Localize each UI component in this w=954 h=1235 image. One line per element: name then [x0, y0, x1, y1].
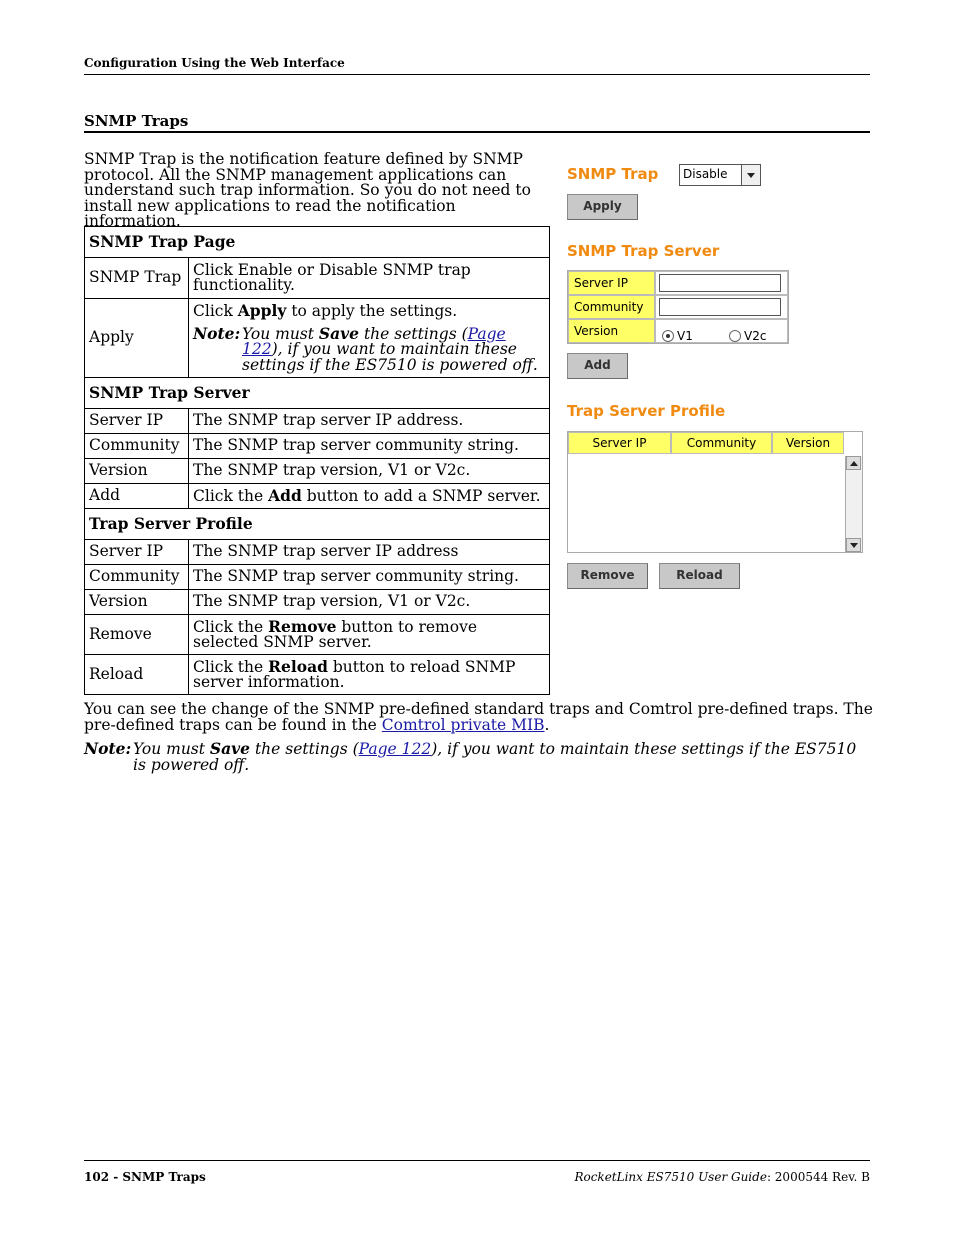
snmp-trap-label: SNMP Trap — [567, 165, 659, 183]
server-ip-label: Server IP — [568, 271, 655, 295]
remove-button[interactable]: Remove — [567, 563, 648, 589]
col-server-ip: Server IP — [568, 432, 671, 454]
note-paragraph: Note: You must Save the settings (Page 122), if you want to maintain these settings if the ES7510 is powered off. — [84, 739, 857, 774]
table-row-label: Community — [85, 434, 189, 459]
table-section-title: SNMP Trap Page — [85, 227, 550, 258]
table-row-label: Reload — [85, 655, 189, 695]
table-row-label: SNMP Trap — [85, 258, 189, 299]
v1-radio[interactable] — [662, 330, 674, 342]
community-input[interactable] — [659, 298, 781, 316]
server-heading: SNMP Trap Server — [567, 242, 720, 260]
table-row-label: Server IP — [85, 409, 189, 434]
scroll-up-icon[interactable] — [846, 456, 861, 470]
table-row-label: Community — [85, 565, 189, 590]
page-link[interactable]: Page 122 — [242, 324, 506, 358]
table-row-label: Server IP — [85, 540, 189, 565]
profile-heading: Trap Server Profile — [567, 402, 726, 420]
section-rule — [84, 131, 870, 133]
table-note: Note: You must Save the settings (Page 122), if you want to maintain these settings if the ES7510 is powered off. — [193, 323, 538, 374]
table-row-desc: Click the Remove button to remove selected SNMP server. — [189, 615, 550, 655]
header-rule — [84, 74, 870, 75]
add-button[interactable]: Add — [567, 353, 628, 379]
table-row-desc: Click the Reload button to reload SNMP server information. — [189, 655, 550, 695]
chevron-down-icon — [741, 165, 760, 185]
v1-label: V1 — [677, 328, 693, 343]
server-form — [567, 270, 789, 344]
table-row-label: Apply — [85, 299, 189, 378]
mib-link[interactable]: Comtrol private MIB — [381, 715, 545, 734]
trap-server-profile-table — [567, 431, 863, 553]
body-paragraph: You can see the change of the SNMP pre-defined standard traps and Comtrol pre-defined traps. The pre-defined traps can be found in the Comtrol private MIB. — [84, 700, 873, 734]
table-row-label: Version — [85, 590, 189, 615]
table-row-desc: The SNMP trap version, V1 or V2c. — [189, 590, 550, 615]
col-community: Community — [671, 432, 772, 454]
table-row-desc: The SNMP trap server IP address — [189, 540, 550, 565]
running-header: Configuration Using the Web Interface — [84, 56, 345, 70]
reload-button[interactable]: Reload — [659, 563, 740, 589]
v2c-label: V2c — [744, 328, 767, 343]
footer-page: 102 - SNMP Traps — [84, 1170, 206, 1184]
table-row-desc: The SNMP trap version, V1 or V2c. — [189, 459, 550, 484]
section-title: SNMP Traps — [84, 112, 189, 130]
table-row-desc: The SNMP trap server community string. — [189, 434, 550, 459]
scrollbar[interactable] — [845, 456, 862, 552]
apply-button[interactable]: Apply — [567, 194, 638, 220]
community-label: Community — [568, 295, 655, 319]
scroll-down-icon[interactable] — [846, 538, 861, 552]
page-link[interactable]: Page 122 — [358, 740, 432, 758]
col-version: Version — [772, 432, 844, 454]
version-label: Version — [568, 319, 655, 343]
reference-table — [84, 226, 550, 695]
table-row-desc: The SNMP trap server community string. — [189, 565, 550, 590]
server-ip-input[interactable] — [659, 274, 781, 292]
v2c-radio[interactable] — [729, 330, 741, 342]
snmp-trap-select[interactable]: Disable — [679, 164, 761, 186]
table-row-label: Add — [85, 484, 189, 509]
table-section-title: SNMP Trap Server — [85, 378, 550, 409]
table-row-desc: The SNMP trap server IP address. — [189, 409, 550, 434]
table-row-desc: Click Enable or Disable SNMP trap functionality. — [189, 258, 550, 299]
intro-paragraph: SNMP Trap is the notification feature defined by SNMP protocol. All the SNMP management applications can understand such trap information. So you do not need to install new applications to read the notification information. — [84, 150, 531, 230]
table-row-label: Version — [85, 459, 189, 484]
table-row-label: Remove — [85, 615, 189, 655]
footer-rule — [84, 1160, 870, 1161]
table-row-desc: Click Apply to apply the settings. Note: You must Save the settings (Page 122), if you want to maintain these settings if the ES7510 is powered off. — [189, 299, 550, 378]
table-row-desc: Click the Add button to add a SNMP server. — [189, 484, 550, 509]
table-section-title: Trap Server Profile — [85, 509, 550, 540]
footer-doc: RocketLinx ES7510 User Guide: 2000544 Rev. B — [574, 1170, 870, 1184]
